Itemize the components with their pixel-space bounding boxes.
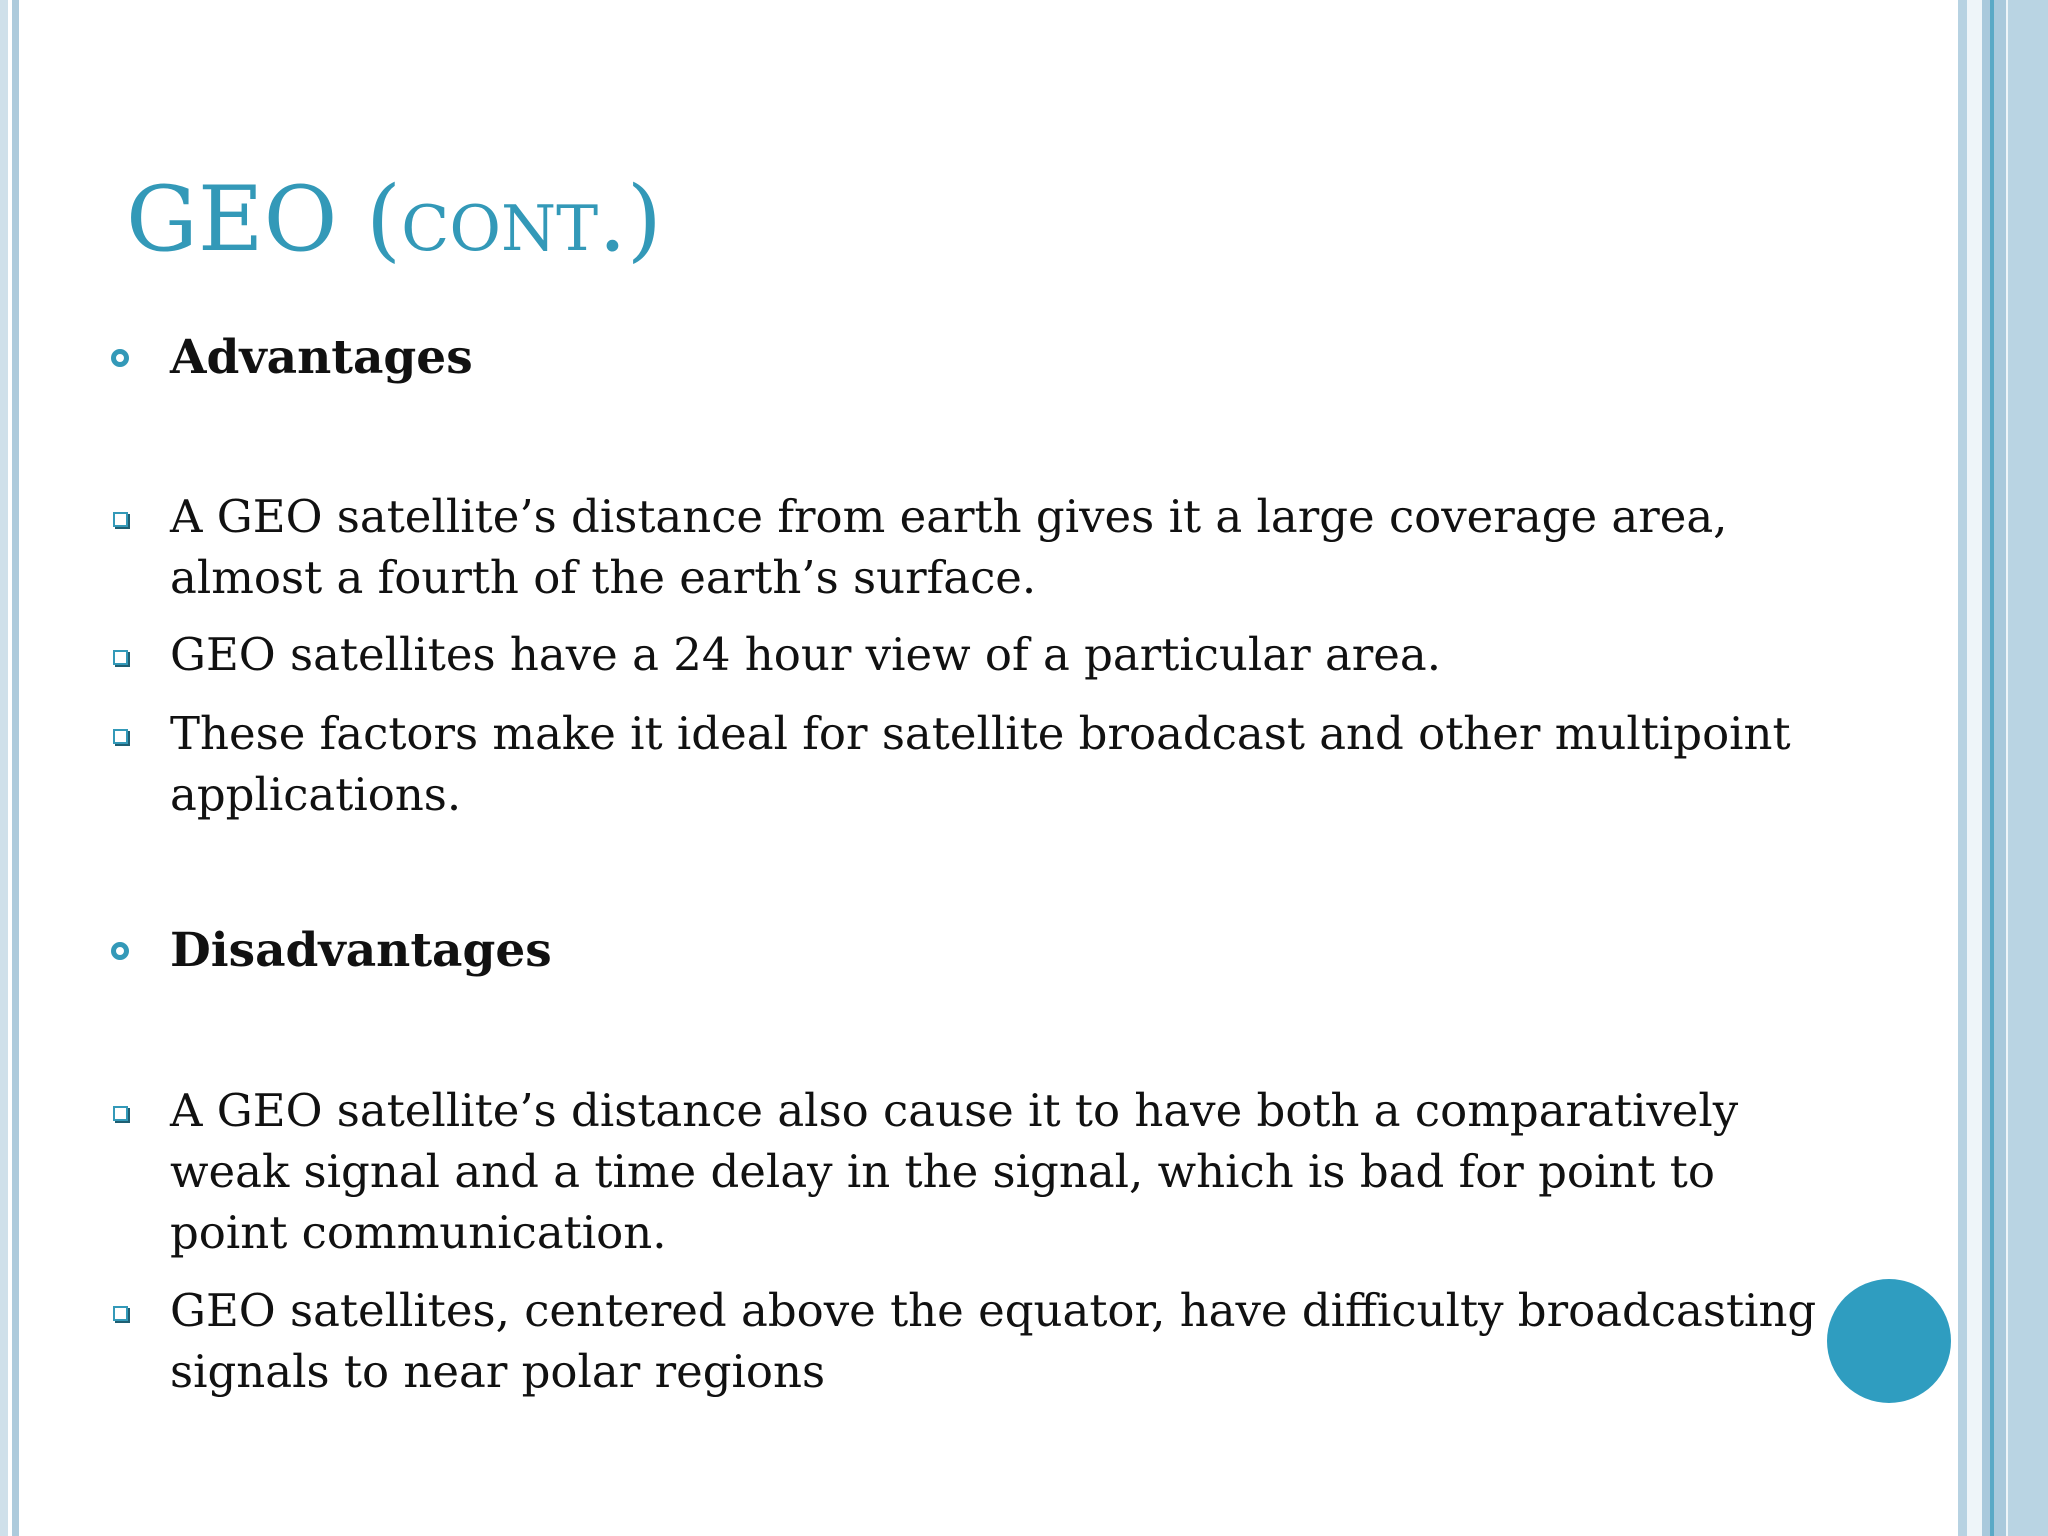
right-border-stripe [1994, 0, 2006, 1536]
ring-bullet-icon [111, 942, 129, 960]
list-item-text: A GEO satellite’s distance also cause it to have both a comparatively weak signal and a time delay in the signal, which is bad for point to point communication. [170, 1084, 1739, 1259]
section-heading-text: Disadvantages [170, 923, 552, 978]
right-border-stripe [1967, 0, 1982, 1536]
square-bullet-icon [113, 729, 128, 744]
section-heading-advantages [108, 328, 473, 388]
list-item [108, 1080, 1930, 1263]
square-bullet-icon [113, 1106, 128, 1121]
slide-title-main: GEO [126, 167, 366, 272]
list-item-text: GEO satellites, centered above the equator, have difficulty broadcasting signals to near polar regions [170, 1284, 1817, 1398]
square-bullet-icon [113, 1306, 128, 1321]
square-bullet-icon [113, 650, 128, 665]
list-item [108, 1280, 1930, 1402]
list-item [108, 703, 1930, 825]
list-item [108, 624, 1930, 685]
slide-title-suffix: (cont.) [366, 167, 662, 272]
list-item-text: GEO satellites have a 24 hour view of a particular area. [170, 628, 1442, 681]
list-item-text: A GEO satellite’s distance from earth gives it a large coverage area, almost a fourth of the earth’s surface. [170, 490, 1728, 604]
list-item [108, 486, 1930, 608]
square-bullet-icon [113, 512, 128, 527]
list-item-text: These factors make it ideal for satellite broadcast and other multipoint applications. [170, 707, 1791, 821]
section-heading-text: Advantages [170, 330, 473, 385]
right-border-stripe [1958, 0, 1967, 1536]
decorative-circle [1827, 1279, 1951, 1403]
section-heading-disadvantages [108, 921, 552, 981]
right-border-stripe [2008, 0, 2048, 1536]
right-border-stripe [1982, 0, 1990, 1536]
ring-bullet-icon [111, 349, 129, 367]
